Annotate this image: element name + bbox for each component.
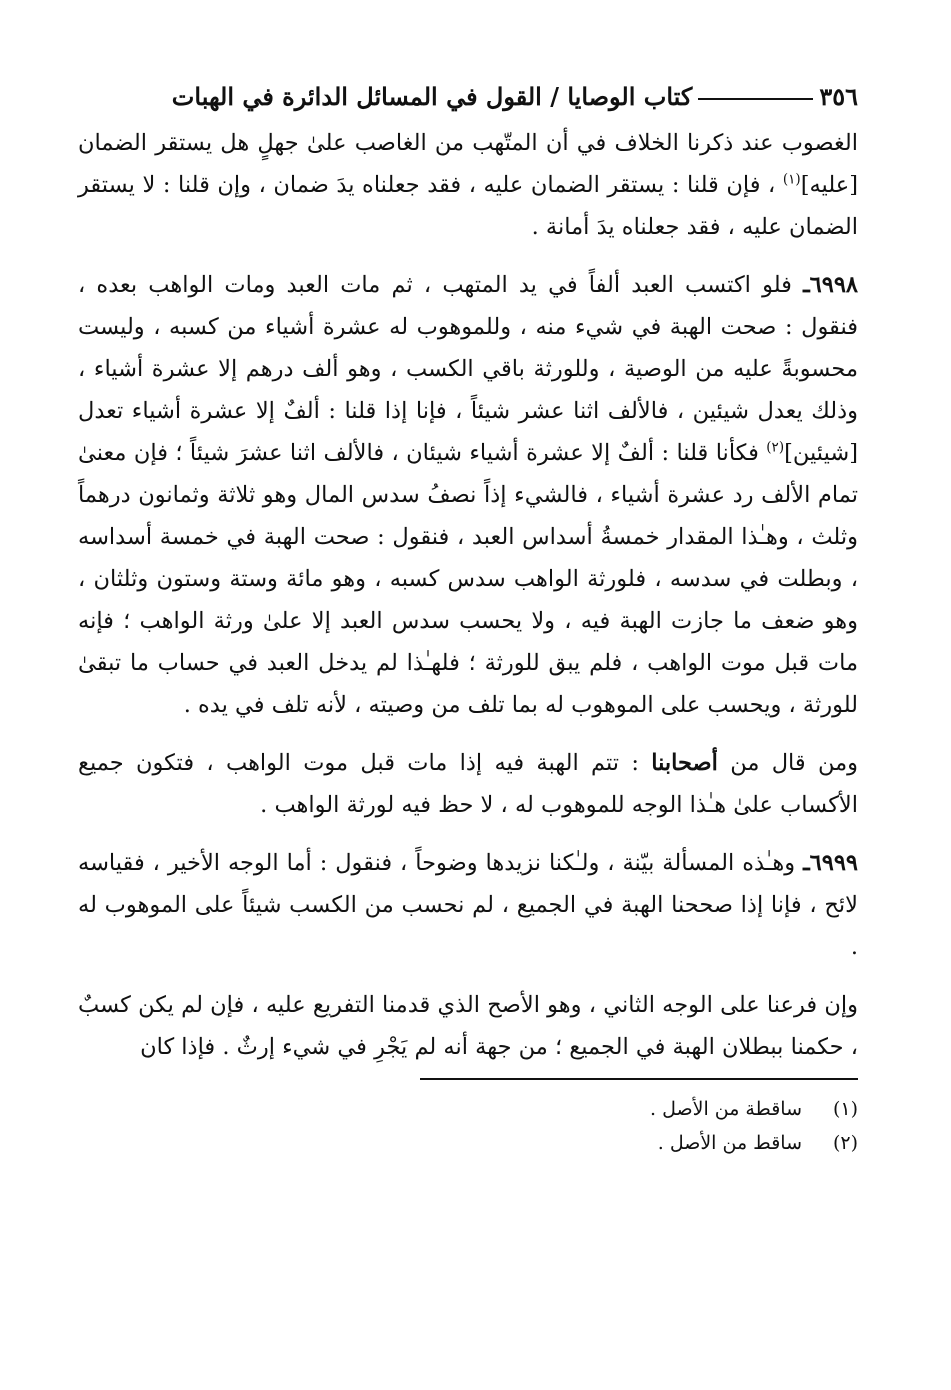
paragraph-text: وهـٰذه المسألة بيّنة ، ولـٰكنا نزيدها وضوحاً ، فنقول : أما الوجه الأخير ، فقياسه لائح ، فإنا إذا صححنا الهبة في الجميع ، لم نحسب من الكسب شيئاً على الموهوب له . [78,850,858,960]
header-rule [698,98,813,100]
issue-number: ٦٩٩٩ـ [803,850,858,876]
running-header [78,70,858,122]
paragraph-6999 [78,842,858,968]
footnote-separator [420,1078,858,1080]
footnote-ref-2: (٢) [766,439,785,456]
issue-number: ٦٩٩٨ـ [803,272,858,298]
footnote-2 [78,1126,858,1160]
footnote-text: ساقطة من الأصل . [650,1098,802,1120]
footnote-marker: (١) [832,1098,858,1120]
paragraph-text: فكأنا قلنا : ألفٌ إلا عشرة أشياء شيئان ، فالألف اثنا عشرَ شيئاً ؛ فإن معنىٰ تمام الألف رد عشرة أشياء ، فالشيء إذاً نصفُ سدس المال وهو ثلاثة وثمانون درهماً وثلث ، وهـٰذا المقدار خمسةُ أسداس العبد ، فنقول : صحت الهبة في خمسة أسداسه ، وبطلت في سدسه ، فلورثة الواهب سدس كسبه ، وهو مائة وستة وستون وثلثان ، وهو ضعف ما جازت الهبة فيه ، ولا يحسب سدس العبد إلا علىٰ ورثة الواهب ؛ فإنه مات قبل موت الواهب ، فلم يبق للورثة ؛ فلهـٰذا لم يدخل العبد في حساب ما تبقىٰ للورثة ، ويحسب على الموهوب له بما تلف من وصيته ، لأنه تلف في يده . [78,440,858,718]
running-title: كتاب الوصايا / القول في المسائل الدائرة في الهبات [171,81,693,111]
paragraph-1 [78,122,858,248]
paragraph-3 [78,742,858,826]
footnote-text: ساقط من الأصل . [657,1132,802,1154]
book-page [78,70,858,1160]
paragraph-5 [78,984,858,1068]
paragraph-text: وإن فرعنا على الوجه الثاني ، وهو الأصح الذي قدمنا التفريع عليه ، فإن لم يكن كسبٌ ، حكمنا ببطلان الهبة في الجميع ؛ من جهة أنه لم يَجْرِ في شيء إرثٌ . فإذا كان [78,992,858,1060]
footnote-marker: (٢) [832,1132,858,1154]
paragraph-text: الغصوب عند ذكرنا الخلاف في أن المتّهب من الغاصب علىٰ جهلٍ هل يستقر الضمان [عليه] [78,130,858,198]
footnote-1 [78,1092,858,1126]
paragraph-text: ، فإن قلنا : يستقر الضمان عليه ، فقد جعلناه يدَ ضمان ، وإن قلنا : لا يستقر الضمان عليه ، فقد جعلناه يدَ أمانة . [78,172,858,240]
paragraph-text: ومن قال من [717,750,858,776]
page-number: ٣٥٦ [819,81,858,111]
footnote-ref-1: (١) [782,171,801,188]
paragraph-text: : تتم الهبة فيه إذا مات قبل موت الواهب ، فتكون جميع الأكساب علىٰ هـٰذا الوجه للموهوب له ، لا حظ فيه لورثة الواهب . [78,750,858,818]
paragraph-text: فلو اكتسب العبد ألفاً في يد المتهب ، ثم مات العبد ومات الواهب بعده ، فنقول : صحت الهبة في شيء منه ، وللموهوب له عشرة أشياء من كسبه ، وليست محسوبةً عليه من الوصية ، وللورثة باقي الكسب ، وهو ألف درهم إلا عشرة أشياء ، وذلك يعدل شيئين ، فالألف اثنا عشر شيئاً ، فإنا إذا قلنا : ألفٌ إلا عشرة أشياء تعدل [شيئين] [78,272,858,466]
footnotes [78,1092,858,1160]
paragraph-6998 [78,264,858,726]
bold-term: أصحابنا [651,750,718,776]
